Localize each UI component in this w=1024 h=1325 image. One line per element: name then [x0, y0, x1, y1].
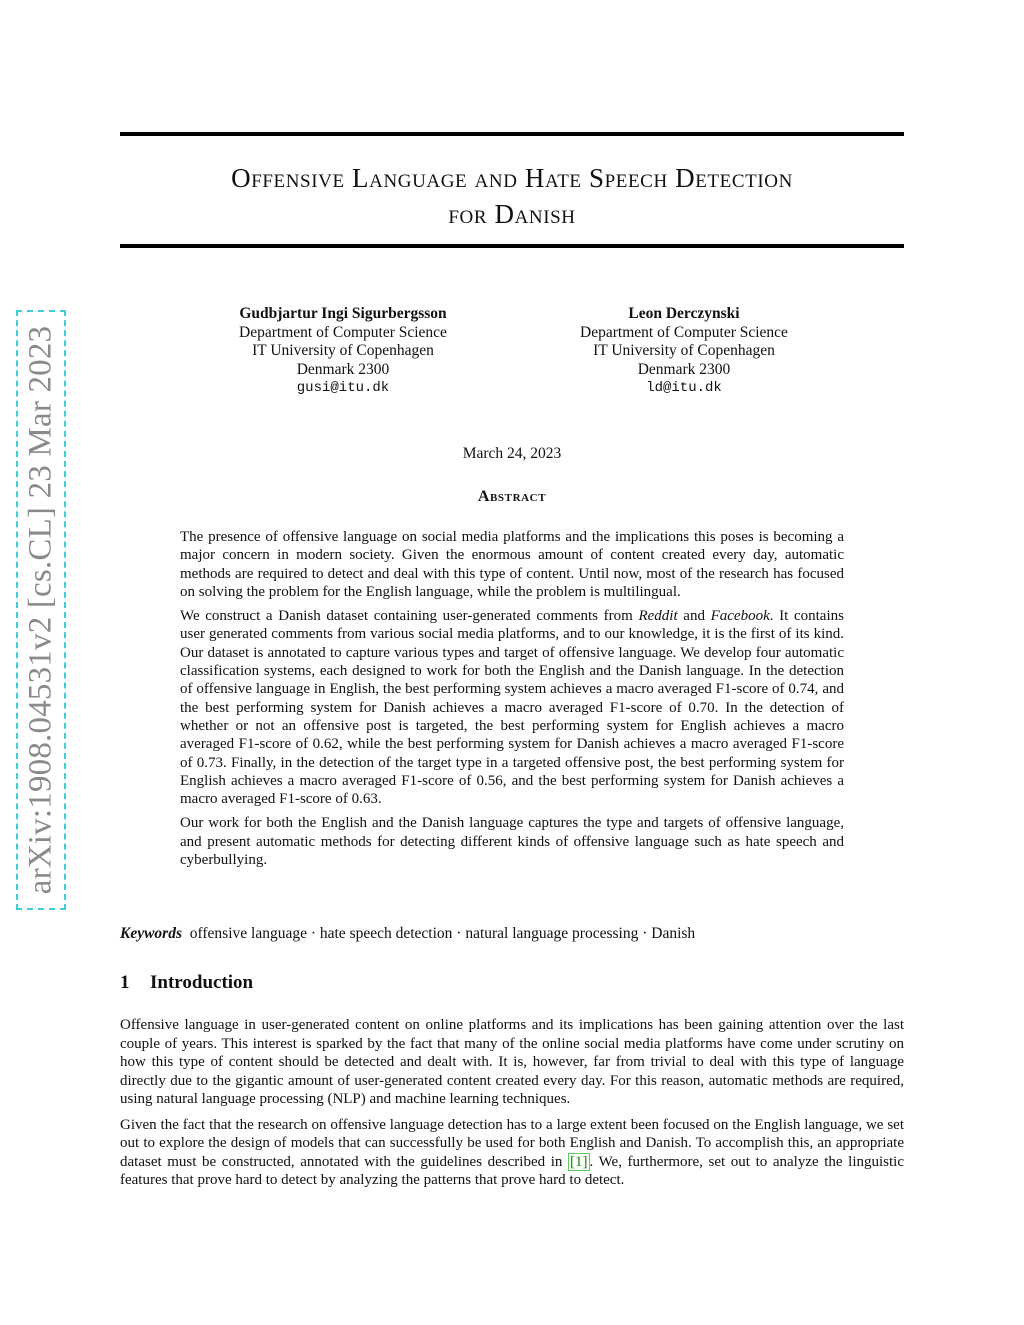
title-line-2: for Danish — [448, 199, 576, 229]
author-email: gusi@itu.dk — [296, 380, 390, 396]
intro-text: . We, furthermore, set out to analyze the linguistic features that prove hard to detect by analyzing the patterns that prove hard to detect. — [120, 1153, 904, 1188]
author-block-1 — [183, 305, 503, 398]
keywords-list: offensive language · hate speech detection · natural language processing · Danish — [189, 925, 696, 942]
author-location: Denmark 2300 — [296, 360, 390, 378]
title-line-1: Offensive Language and Hate Speech Detection — [231, 163, 793, 193]
abstract-heading: Abstract — [477, 488, 547, 505]
paper-title — [120, 160, 904, 232]
arxiv-stamp[interactable] — [16, 310, 66, 910]
title-rule-top — [120, 132, 904, 136]
author-department: Department of Computer Science — [239, 323, 447, 341]
abstract-text: We construct a Danish dataset containing user-generated comments from — [180, 608, 639, 625]
abstract-paragraph-3: Our work for both the English and the Danish language captures the type and targets of offensive language, and present automatic methods for detecting different kinds of offensive language such as hate speech and cyberbullying. — [180, 815, 844, 869]
author-block-2 — [524, 305, 844, 398]
citation-link[interactable]: [1] — [570, 1153, 588, 1170]
abstract-body — [180, 528, 844, 875]
section-number: 1 — [120, 972, 130, 993]
platform-reddit: Reddit — [638, 608, 678, 625]
author-name: Leon Derczynski — [628, 305, 740, 322]
author-department: Department of Computer Science — [580, 323, 788, 341]
abstract-paragraph-2 — [180, 607, 844, 808]
arxiv-identifier: arXiv:1908.04531v2 [cs.CL] 23 Mar 2023 — [22, 325, 59, 895]
author-email: ld@itu.dk — [646, 380, 722, 396]
intro-paragraph-1: Offensive language in user-generated content on online platforms and its implications has been gaining attention over the last couple of years. This interest is sparked by the fact that many of the online social media platforms have come under scrutiny on how this type of content should be detected and dealt with. It is, however, far from trivial to deal with this type of language directly due to the gigantic amount of user-generated content created every day. For this reason, automatic methods are required, using natural language processing (NLP) and machine learning techniques. — [120, 1017, 904, 1107]
intro-text: Given the fact that the research on offensive language detection has to a large extent been focused on the English language, we set out to explore the design of models that can successfully be used for both English and Danish. To accomplish this, an appropriate dataset must be constructed, annotated with the guidelines described in — [120, 1116, 904, 1170]
author-institution: IT University of Copenhagen — [252, 342, 434, 359]
keywords — [120, 925, 904, 943]
abstract-text: . It contains user generated comments from various social media platforms, and to our knowledge, it is the first of its kind. Our dataset is annotated to capture various types and target of offensive language. We develop four automatic classification systems, each designed to work for both the English and the Danish language. In the detection of offensive language in English, the best performing system achieves a macro averaged F1-score of 0.74, and the best performing system for Danish achieves a macro averaged F1-score of 0.70. In the detection of whether or not an offensive post is targeted, the best performing system for English achieves a macro averaged F1-score of 0.62, while the best performing system for Danish achieves a macro averaged F1-score of 0.73. Finally, in the detection of the target type in a targeted offensive post, the best performing system for English achieves a macro averaged F1-score of 0.56, and the best performing system for Danish achieves a macro averaged F1-score of 0.63. — [180, 608, 844, 808]
introduction-body — [120, 1016, 904, 1197]
abstract-paragraph-1: The presence of offensive language on social media platforms and the implications this poses is becoming a major concern in modern society. Given the enormous amount of content created every day, automatic methods are required to detect and deal with this type of content. Until now, most of the research has focused on solving the problem for the English language, while the problem is multilingual. — [180, 529, 844, 600]
section-title: Introduction — [150, 972, 254, 993]
keywords-label: Keywords — [120, 925, 182, 942]
abstract-text: and — [677, 608, 711, 625]
author-location: Denmark 2300 — [637, 360, 731, 378]
intro-paragraph-2 — [120, 1116, 904, 1190]
platform-facebook: Facebook — [710, 608, 770, 625]
author-institution: IT University of Copenhagen — [593, 342, 775, 359]
section-heading — [120, 972, 253, 994]
author-name: Gudbjartur Ingi Sigurbergsson — [239, 305, 447, 322]
paper-date: March 24, 2023 — [462, 445, 562, 462]
title-rule-bottom — [120, 244, 904, 248]
